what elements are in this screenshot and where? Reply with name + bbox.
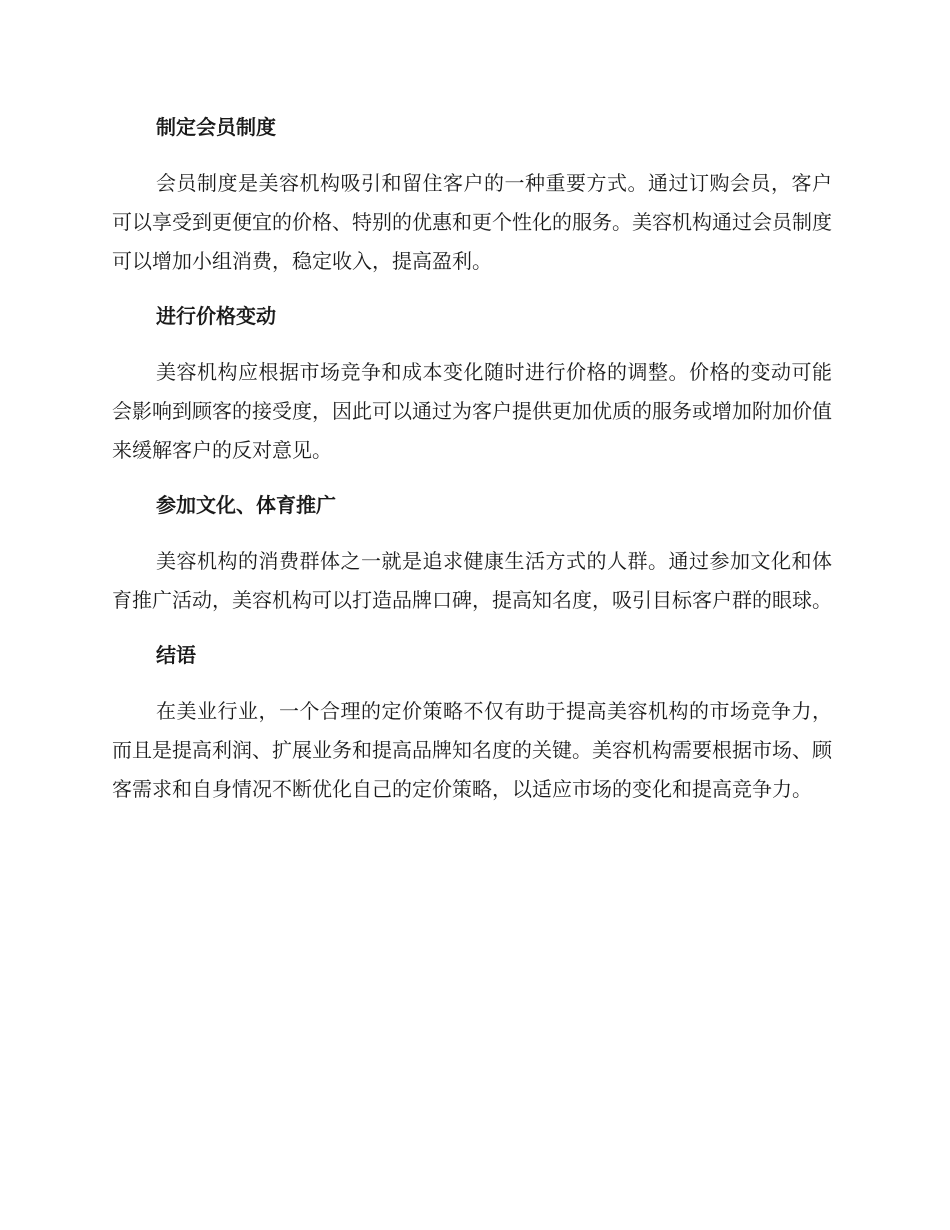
section-heading: 结语: [156, 643, 196, 667]
section-heading: 参加文化、体育推广: [156, 493, 336, 517]
section-heading: 制定会员制度: [156, 115, 276, 139]
section-paragraph: 会员制度是美容机构吸引和留住客户的一种重要方式。通过订购会员，客户可以享受到更便宜的价格、特别的优惠和更个性化的服务。美容机构通过会员制度可以增加小组消费，稳定收入，提高盈利。: [112, 171, 832, 273]
section-paragraph: 美容机构应根据市场竞争和成本变化随时进行价格的调整。价格的变动可能会影响到顾客的接受度，因此可以通过为客户提供更加优质的服务或增加附加价值来缓解客户的反对意见。: [112, 360, 832, 462]
document-content: [112, 110, 832, 827]
section-paragraph: 美容机构的消费群体之一就是追求健康生活方式的人群。通过参加文化和体育推广活动，美容机构可以打造品牌口碑，提高知名度，吸引目标客户群的眼球。: [112, 549, 832, 612]
section-culture-sports: [112, 488, 832, 620]
section-conclusion: [112, 638, 832, 809]
section-price-change: [112, 299, 832, 470]
section-paragraph: 在美业行业，一个合理的定价策略不仅有助于提高美容机构的市场竞争力，而且是提高利润、扩展业务和提高品牌知名度的关键。美容机构需要根据市场、顾客需求和自身情况不断优化自己的定价策略，以适应市场的变化和提高竞争力。: [112, 699, 832, 801]
section-membership: [112, 110, 832, 281]
section-heading: 进行价格变动: [156, 304, 276, 328]
